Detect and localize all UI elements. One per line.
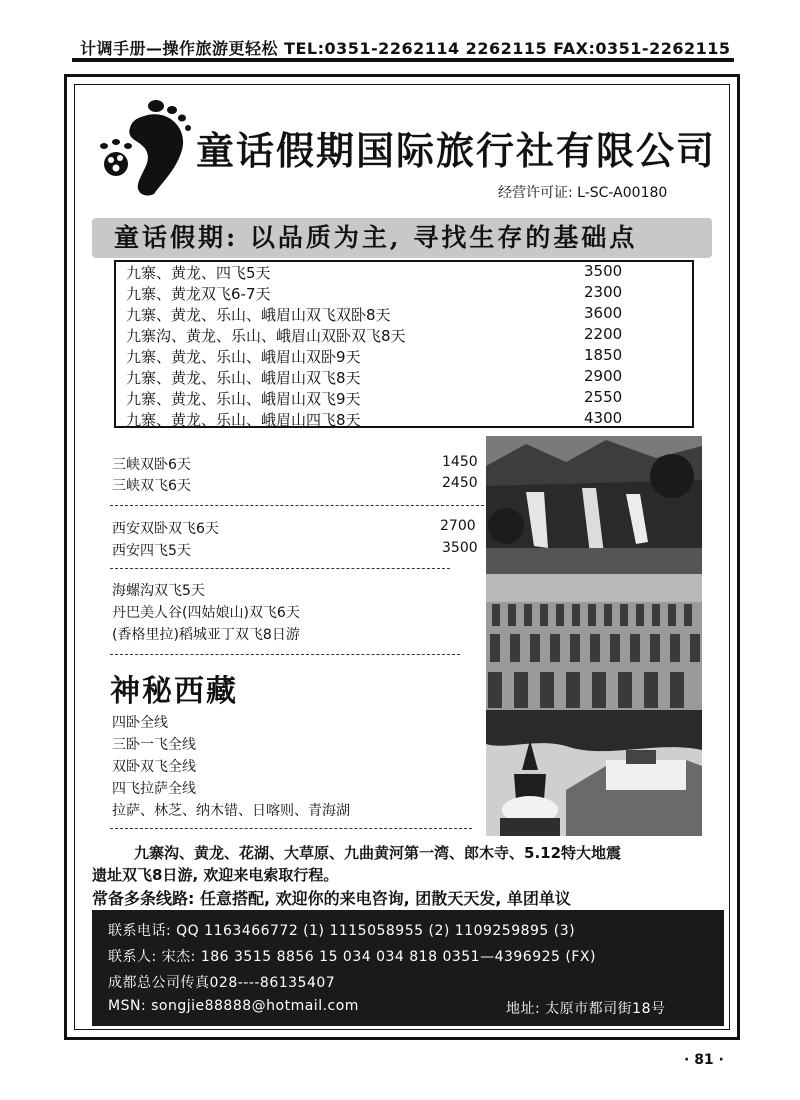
route-row <box>126 304 391 325</box>
tibet-item: 双卧双飞全线 <box>112 759 196 775</box>
route-price: 3600 <box>584 304 623 322</box>
route-price: 2550 <box>584 388 623 406</box>
divider-dashed <box>110 654 460 655</box>
route-row <box>126 409 361 430</box>
route-name: 九寨、黄龙、乐山、峨眉山双飞8天 <box>126 369 361 387</box>
company-name: 童话假期国际旅行社有限公司 <box>196 129 717 173</box>
route-name: 九寨沟、黄龙、乐山、峨眉山双卧双飞8天 <box>126 327 406 345</box>
route-row <box>126 388 361 409</box>
route-row <box>126 325 406 346</box>
contact-panel <box>92 910 724 1026</box>
sanxia-route-name: 三峡双飞6天 <box>112 478 191 494</box>
route-price: 2300 <box>584 283 623 301</box>
slogan-banner: 童话假期: 以品质为主, 寻找生存的基础点 <box>92 218 712 258</box>
route-name: 九寨、黄龙、乐山、峨眉山四飞8天 <box>126 411 361 429</box>
tibet-item: 四飞拉萨全线 <box>112 781 196 797</box>
potala-palace-photo <box>486 710 702 836</box>
route-name: 九寨、黄龙、乐山、峨眉山双飞双卧8天 <box>126 306 391 324</box>
terracotta-warriors-photo <box>486 574 702 710</box>
route-name: 九寨、黄龙、四飞5天 <box>126 264 271 282</box>
header-rule <box>72 58 734 62</box>
route-name: 九寨、黄龙双飞6-7天 <box>126 285 271 303</box>
header-contact-line: 计调手册—操作旅游更轻松 TEL:0351-2262114 2262115 FAX:0351-2262115 <box>80 39 731 58</box>
divider-dashed <box>110 505 484 506</box>
xian-route-name: 西安双卧双飞6天 <box>112 521 219 537</box>
route-name: 九寨、黄龙、乐山、峨眉山双飞9天 <box>126 390 361 408</box>
contact-fax: 成都总公司传真028----86135407 <box>108 975 336 991</box>
promo-line-3: 常备多条线路: 任意搭配, 欢迎你的来电咨询, 团散天天发, 单团单议 <box>92 889 571 908</box>
jiuzhai-route-table <box>114 260 694 428</box>
contact-address: 地址: 太原市都司街18号 <box>506 1001 666 1017</box>
license-number: 经营许可证: L-SC-A00180 <box>498 185 668 201</box>
xian-route-price: 3500 <box>442 540 478 556</box>
route-row <box>126 283 271 304</box>
tibet-item: 四卧全线 <box>112 715 168 731</box>
route-row <box>126 346 361 367</box>
route-price: 4300 <box>584 409 623 427</box>
contact-msn: MSN: songjie88888@hotmail.com <box>108 998 359 1014</box>
sanxia-route-name: 三峡双卧6天 <box>112 457 191 473</box>
tibet-item: 三卧一飞全线 <box>112 737 196 753</box>
other-route-item: (香格里拉)稻城亚丁双飞8日游 <box>112 627 300 643</box>
route-price: 2200 <box>584 325 623 343</box>
tibet-item: 拉萨、林芝、纳木错、日喀则、青海湖 <box>112 803 350 819</box>
route-price: 1850 <box>584 346 623 364</box>
contact-person: 联系人: 宋杰: 186 3515 8856 15 034 034 818 0351—4396925 (FX) <box>108 949 596 965</box>
route-name: 九寨、黄龙、乐山、峨眉山双卧9天 <box>126 348 361 366</box>
tibet-section-title: 神秘西藏 <box>110 674 238 709</box>
sanxia-route-price: 1450 <box>442 454 478 470</box>
sanxia-route-price: 2450 <box>442 475 478 491</box>
route-row <box>126 262 271 283</box>
divider-dashed <box>110 828 472 829</box>
divider-dashed <box>110 568 450 569</box>
route-price: 2900 <box>584 367 623 385</box>
route-row <box>126 367 361 388</box>
xian-route-name: 西安四飞5天 <box>112 543 191 559</box>
route-price: 3500 <box>584 262 623 280</box>
page-number: · 81 · <box>684 1052 724 1068</box>
promo-line-1: 九寨沟、黄龙、花湖、大草原、九曲黄河第一湾、郎木寺、5.12特大地震 <box>134 844 622 862</box>
other-route-item: 丹巴美人谷(四姑娘山)双飞6天 <box>112 605 300 621</box>
waterfall-photo <box>486 436 702 574</box>
footprint-logo-icon <box>96 98 192 198</box>
other-route-item: 海螺沟双飞5天 <box>112 583 205 599</box>
promo-line-2: 遗址双飞8日游, 欢迎来电索取行程。 <box>92 866 339 884</box>
xian-route-price: 2700 <box>440 518 476 534</box>
contact-phone: 联系电话: QQ 1163466772 (1) 1115058955 (2) 1109259895 (3) <box>108 923 576 939</box>
